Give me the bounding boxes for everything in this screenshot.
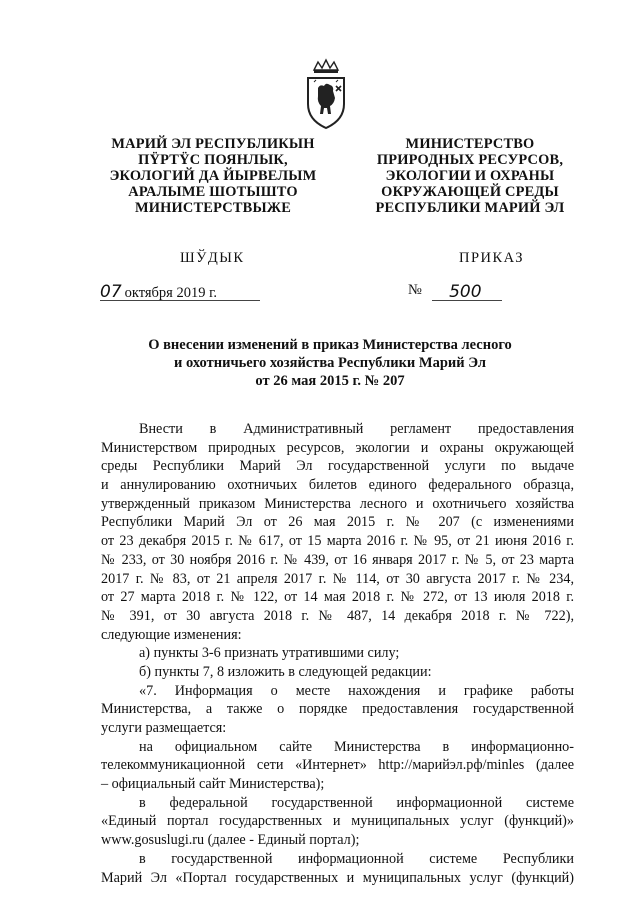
body-line: «Единый портал государственных и муниципальных услуг (функций)»	[101, 813, 574, 830]
number-label: №	[408, 282, 422, 298]
document-title	[110, 336, 550, 390]
date-rest: октября 2019 г.	[124, 285, 218, 301]
date-field	[100, 282, 260, 301]
body-line: от 27 марта 2018 г. № 122, от 14 мая 2018 г. № 272, от 13 июля 2018 г.	[101, 589, 574, 606]
title-line: от 26 мая 2015 г. № 207	[255, 373, 405, 389]
body-line: следующие изменения:	[101, 626, 242, 643]
header-right-line: ОКРУЖАЮЩЕЙ СРЕДЫ	[381, 184, 559, 200]
body-line: www.gosuslugi.ru (далее - Единый портал);	[101, 832, 360, 849]
body-line: в федеральной государственной информационной системе	[139, 794, 574, 811]
body-line: от 23 декабря 2015 г. № 617, от 15 марта 2016 г. № 95, от 21 июня 2016 г.	[101, 533, 574, 550]
title-line: О внесении изменений в приказ Министерства лесного	[148, 337, 512, 353]
body-line: услуги размещается:	[101, 720, 227, 736]
body-line: Министерством природных ресурсов, экологии и охраны окружающей	[101, 439, 574, 456]
body-line: б) пункты 7, 8 изложить в следующей редакции:	[139, 663, 432, 680]
header-right-line: РЕСПУБЛИКИ МАРИЙ ЭЛ	[375, 200, 565, 216]
header-right-line: ПРИРОДНЫХ РЕСУРСОВ,	[376, 152, 564, 168]
header-left-line: ЭКОЛОГИЙ ДА ЙЫРВЕЛЫМ	[109, 168, 317, 184]
body-line: и аннулированию охотничьих билетов единого федерального образца,	[101, 477, 574, 494]
header-left-block	[98, 136, 328, 216]
body-line: «7. Информация о месте нахождения и графике работы	[139, 682, 574, 699]
doc-type-russian: ПРИКАЗ	[459, 250, 525, 266]
body-line: № 391, от 30 августа 2018 г. № 487, 14 декабря 2018 г. № 722),	[101, 607, 574, 624]
body-line: телекоммуникационной сети «Интернет» http://марийэл.рф/minles (далее	[101, 757, 574, 774]
header-right-line: ЭКОЛОГИИ И ОХРАНЫ	[385, 168, 555, 184]
body-line: Республики Марий Эл от 26 мая 2015 г. № 207 (с изменениями	[101, 514, 574, 531]
header-left-line: МАРИЙ ЭЛ РЕСПУБЛИКЫН	[111, 136, 315, 152]
number-field	[408, 282, 500, 300]
document-body	[101, 420, 574, 887]
body-line: 2017 г. № 83, от 21 апреля 2017 г. № 114, от 30 августа 2017 г. № 234,	[101, 570, 574, 587]
body-line: Министерства, а также о порядке предоставления государственной	[101, 701, 574, 718]
body-line: Марий Эл «Портал государственных и муниципальных услуг (функций)	[101, 869, 574, 886]
coat-of-arms-icon	[300, 58, 352, 130]
body-line: а) пункты 3-6 признать утратившими силу;	[139, 645, 400, 662]
body-line: – официальный сайт Министерства);	[101, 776, 325, 793]
number-handwritten: 500	[449, 282, 482, 302]
header-left-line: МИНИСТЕРСТВЫЖЕ	[134, 200, 292, 216]
body-line: утвержденный приказом Министерства лесного и охотничьего хозяйства	[101, 495, 574, 512]
header-right-block	[355, 136, 585, 216]
header-left-line: ПŸРТŸС ПОЯНЛЫК,	[138, 152, 288, 168]
body-line: № 233, от 30 ноября 2016 г. № 439, от 16 января 2017 г. № 5, от 23 марта	[101, 551, 574, 568]
date-day-handwritten: 07	[100, 282, 122, 302]
body-line: Внести в Административный регламент предоставления	[139, 421, 574, 437]
body-line: среды Республики Марий Эл государственной услуги по выдаче	[101, 458, 574, 475]
body-line: в государственной информационной системе Республики	[139, 850, 574, 867]
header-left-line: АРАЛЫМЕ ШОТЫШТО	[128, 184, 298, 200]
doc-type-mari: ШЎДЫК	[180, 250, 245, 266]
title-line: и охотничьего хозяйства Республики Марий Эл	[173, 355, 487, 371]
body-line: на официальном сайте Министерства в информационно-	[139, 738, 574, 755]
header-right-line: МИНИСТЕРСТВО	[405, 136, 535, 152]
